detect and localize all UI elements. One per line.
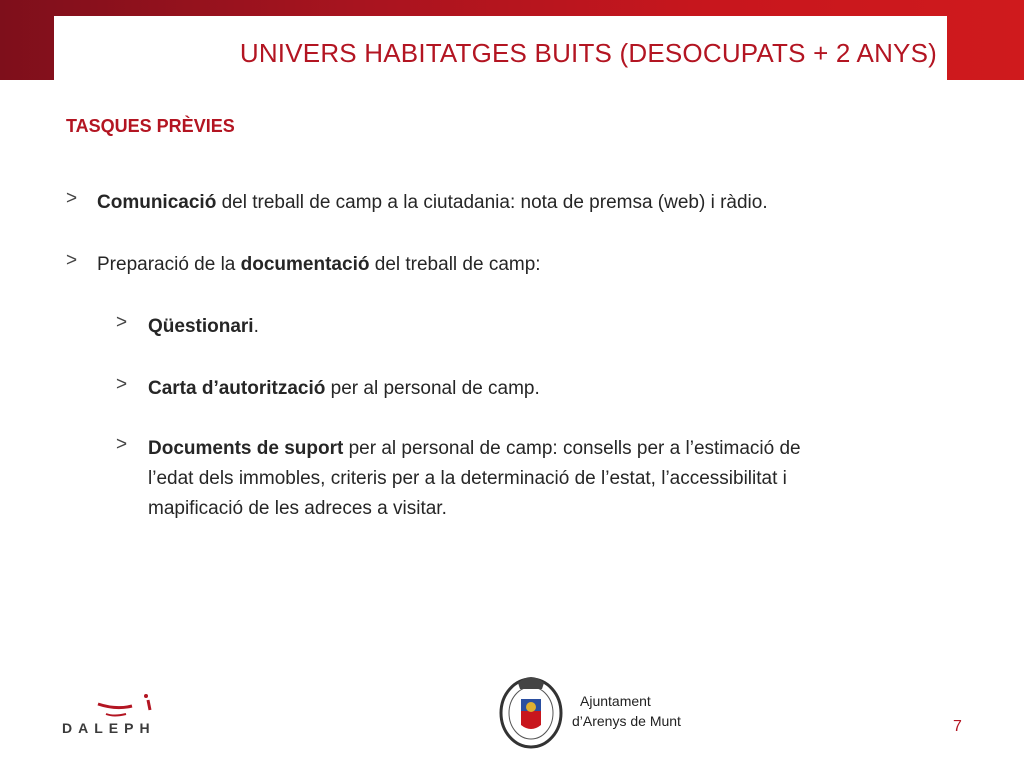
bullet-text-part: .	[253, 316, 259, 337]
arenys-seal-icon	[498, 673, 564, 749]
bold-term: documentació	[240, 254, 370, 275]
bold-term: Documents de suport	[148, 438, 344, 459]
bullet-text-part: Preparació de la	[97, 254, 241, 275]
bullet-marker: >	[116, 312, 128, 333]
bullet-text	[97, 188, 956, 218]
section-heading: TASQUES PRÈVIES	[66, 116, 235, 136]
daleph-logo-text: DALEPH	[62, 720, 156, 736]
bullet-line	[148, 434, 956, 464]
bullet-text	[148, 312, 956, 342]
bullet-text-part: del treball de camp a la ciutadania: nota de premsa (web) i ràdio.	[216, 192, 768, 213]
bullet-line: mapificació de les adreces a visitar.	[148, 498, 447, 519]
bullet-text	[97, 250, 956, 280]
bullet-marker: >	[116, 434, 128, 455]
bullet-marker: >	[66, 250, 78, 271]
bullet-line: l’edat dels immobles, criteris per a la determinació de l’estat, l’accessibilitat i	[148, 468, 787, 489]
title-box	[54, 16, 947, 80]
ajuntament-line1: Ajuntament	[580, 693, 651, 709]
bold-term: Qüestionari	[148, 316, 254, 337]
bold-term: Comunicació	[97, 192, 217, 213]
bullet-text-part: del treball de camp:	[369, 254, 541, 275]
slide-title: UNIVERS HABITATGES BUITS (DESOCUPATS + 2 ANYS)	[239, 38, 937, 68]
bullet-marker: >	[66, 188, 78, 209]
bullet-marker: >	[116, 374, 128, 395]
bullet-text-part: per al personal de camp: consells per a l’estimació de	[343, 438, 801, 459]
bullet-text-part: per al personal de camp.	[325, 378, 540, 399]
bold-term: Carta d’autorització	[148, 378, 326, 399]
ajuntament-line2: d’Arenys de Munt	[572, 713, 681, 729]
bullet-text	[148, 434, 956, 524]
bullet-text	[148, 374, 956, 404]
page-number: 7	[953, 718, 962, 735]
ajuntament-logo-text	[572, 691, 681, 731]
